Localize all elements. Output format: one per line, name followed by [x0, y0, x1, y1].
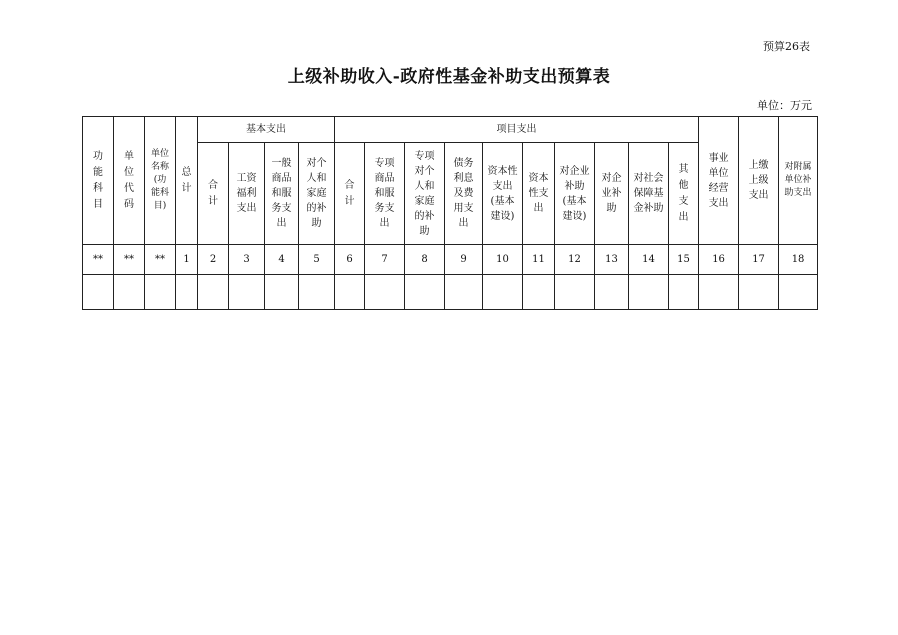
header-proj-capital-build: 资本性支出(基本建设): [483, 143, 523, 245]
header-proj-goods: 专项商品和服务支出: [365, 143, 405, 245]
number-cell: 18: [779, 245, 818, 275]
header-proj-debt: 债务利息及费用支出: [445, 143, 483, 245]
number-cell: 10: [483, 245, 523, 275]
data-cell: [739, 275, 779, 310]
data-cell: [229, 275, 265, 310]
number-cell: 4: [265, 245, 299, 275]
header-basic-group: 基本支出: [198, 117, 335, 143]
data-cell: [483, 275, 523, 310]
number-cell: 8: [405, 245, 445, 275]
header-proj-other: 其他支出: [669, 143, 699, 245]
number-cell: **: [145, 245, 176, 275]
data-cell: [555, 275, 595, 310]
number-cell: 17: [739, 245, 779, 275]
header-basic-personal: 对个人和家庭的补助: [299, 143, 335, 245]
form-number: 预算26表: [763, 40, 810, 53]
header-total: 总计: [176, 117, 198, 245]
header-proj-total: 合计: [335, 143, 365, 245]
header-proj-enterprise-build: 对企业补助(基本建设): [555, 143, 595, 245]
data-cell: [335, 275, 365, 310]
data-cell: [629, 275, 669, 310]
data-cell: [595, 275, 629, 310]
number-cell: 1: [176, 245, 198, 275]
unit-label: 单位：万元: [757, 99, 812, 112]
number-row: [83, 245, 818, 275]
number-cell: 3: [229, 245, 265, 275]
number-cell: 7: [365, 245, 405, 275]
header-project-group: 项目支出: [335, 117, 699, 143]
data-cell: [523, 275, 555, 310]
data-cell: [445, 275, 483, 310]
data-cell: [83, 275, 114, 310]
header-business-ops: 事业单位经营支出: [699, 117, 739, 245]
header-proj-personal: 专项对个人和家庭的补助: [405, 143, 445, 245]
number-cell: 5: [299, 245, 335, 275]
budget-table: [82, 116, 818, 310]
header-unit-name: 单位名称(功能科目): [145, 117, 176, 245]
data-cell: [365, 275, 405, 310]
header-basic-total: 合计: [198, 143, 229, 245]
number-cell: 15: [669, 245, 699, 275]
number-cell: **: [114, 245, 145, 275]
header-row-groups: [83, 117, 818, 143]
data-cell: [669, 275, 699, 310]
data-cell: [176, 275, 198, 310]
header-subsidiary-subsidy: 对附属单位补助支出: [779, 117, 818, 245]
number-cell: 9: [445, 245, 483, 275]
data-cell: [265, 275, 299, 310]
number-cell: 6: [335, 245, 365, 275]
number-cell: 16: [699, 245, 739, 275]
number-cell: 12: [555, 245, 595, 275]
page-title: 上级补助收入-政府性基金补助支出预算表: [287, 67, 611, 87]
number-cell: **: [83, 245, 114, 275]
header-basic-wages: 工资福利支出: [229, 143, 265, 245]
header-proj-enterprise: 对企业补助: [595, 143, 629, 245]
data-cell: [198, 275, 229, 310]
number-cell: 2: [198, 245, 229, 275]
header-unit-code: 单位代码: [114, 117, 145, 245]
data-cell: [405, 275, 445, 310]
number-cell: 11: [523, 245, 555, 275]
data-row-empty: [83, 275, 818, 310]
number-cell: 14: [629, 245, 669, 275]
data-cell: [145, 275, 176, 310]
header-basic-goods: 一般商品和服务支出: [265, 143, 299, 245]
data-cell: [779, 275, 818, 310]
data-cell: [299, 275, 335, 310]
header-proj-social-security: 对社会保障基金补助: [629, 143, 669, 245]
data-cell: [699, 275, 739, 310]
data-cell: [114, 275, 145, 310]
header-proj-capital: 资本性支出: [523, 143, 555, 245]
header-upper-payment: 上缴上级支出: [739, 117, 779, 245]
number-cell: 13: [595, 245, 629, 275]
header-func-subject: 功能科目: [83, 117, 114, 245]
